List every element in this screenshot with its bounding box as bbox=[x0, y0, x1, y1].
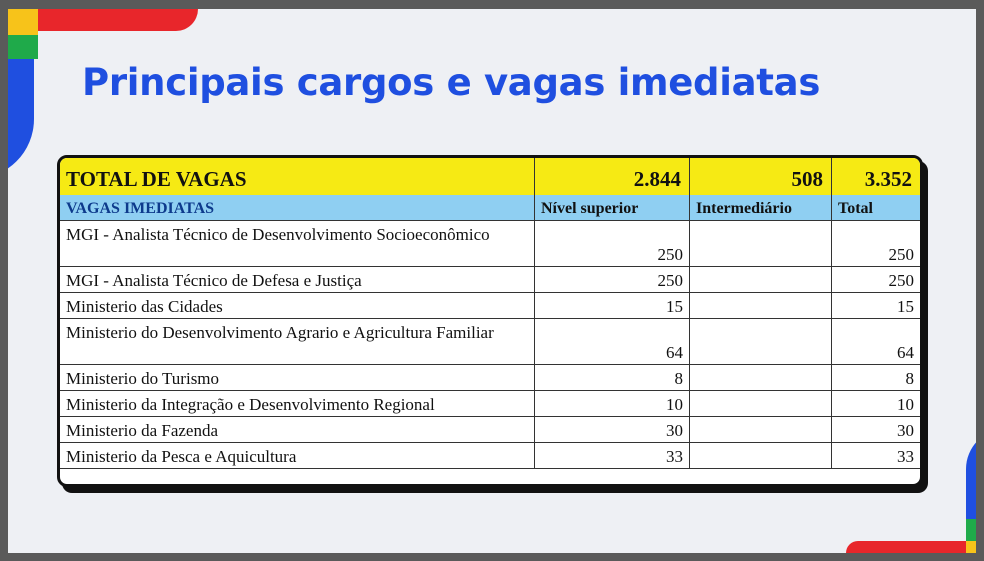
table-row bbox=[60, 319, 920, 365]
row-total: 8 bbox=[905, 369, 914, 388]
blue-right-curve bbox=[966, 429, 976, 529]
row-intermediario bbox=[690, 365, 832, 390]
row-superior: 33 bbox=[535, 443, 690, 468]
total-label: TOTAL DE VAGAS bbox=[60, 158, 535, 195]
header-intermediario: Intermediário bbox=[690, 195, 832, 220]
header-row bbox=[60, 195, 920, 221]
total-total: 3.352 bbox=[864, 167, 912, 191]
table-row bbox=[60, 293, 920, 319]
table-row bbox=[60, 267, 920, 293]
row-superior: 250 bbox=[535, 221, 690, 266]
row-intermediario bbox=[690, 221, 832, 266]
row-intermediario bbox=[690, 417, 832, 442]
row-total: 10 bbox=[897, 395, 914, 414]
row-superior: 15 bbox=[535, 293, 690, 318]
row-total: 30 bbox=[897, 421, 914, 440]
row-label: MGI - Analista Técnico de Desenvolvimento Socioeconômico bbox=[60, 221, 535, 266]
row-label: Ministerio do Turismo bbox=[60, 365, 535, 390]
yellow-corner-square bbox=[8, 9, 38, 35]
row-superior: 30 bbox=[535, 417, 690, 442]
row-superior: 64 bbox=[535, 319, 690, 364]
row-label: MGI - Analista Técnico de Defesa e Justiça bbox=[60, 267, 535, 292]
row-total: 64 bbox=[897, 343, 914, 362]
header-total: Total bbox=[838, 200, 873, 217]
total-superior: 2.844 bbox=[535, 158, 690, 195]
row-label: Ministerio do Desenvolvimento Agrario e Agricultura Familiar bbox=[60, 319, 535, 364]
table-row bbox=[60, 417, 920, 443]
row-label: Ministerio da Pesca e Aquicultura bbox=[60, 443, 535, 468]
table-row bbox=[60, 443, 920, 469]
row-total: 250 bbox=[888, 271, 914, 290]
row-intermediario bbox=[690, 391, 832, 416]
row-total: 250 bbox=[888, 245, 914, 264]
total-row bbox=[60, 158, 920, 197]
table-row bbox=[60, 221, 920, 267]
table-row bbox=[60, 391, 920, 417]
row-superior: 250 bbox=[535, 267, 690, 292]
row-intermediario bbox=[690, 267, 832, 292]
header-label: VAGAS IMEDIATAS bbox=[60, 195, 535, 220]
red-bottom-shape bbox=[846, 541, 976, 553]
header-superior: Nível superior bbox=[535, 195, 690, 220]
total-intermediario: 508 bbox=[690, 158, 832, 195]
row-total: 33 bbox=[897, 447, 914, 466]
vacancies-table bbox=[57, 155, 923, 487]
row-label: Ministerio da Fazenda bbox=[60, 417, 535, 442]
slide-title: Principais cargos e vagas imediatas bbox=[82, 61, 821, 104]
slide bbox=[8, 9, 976, 553]
row-superior: 10 bbox=[535, 391, 690, 416]
row-intermediario bbox=[690, 319, 832, 364]
row-intermediario bbox=[690, 443, 832, 468]
row-label: Ministerio das Cidades bbox=[60, 293, 535, 318]
blue-left-curve bbox=[8, 59, 34, 179]
yellow-corner-bottom bbox=[966, 541, 976, 553]
row-label: Ministerio da Integração e Desenvolvimento Regional bbox=[60, 391, 535, 416]
green-corner-bottom bbox=[966, 519, 976, 541]
row-total: 15 bbox=[897, 297, 914, 316]
table-row bbox=[60, 365, 920, 391]
green-corner-square bbox=[8, 35, 38, 59]
row-intermediario bbox=[690, 293, 832, 318]
row-superior: 8 bbox=[535, 365, 690, 390]
